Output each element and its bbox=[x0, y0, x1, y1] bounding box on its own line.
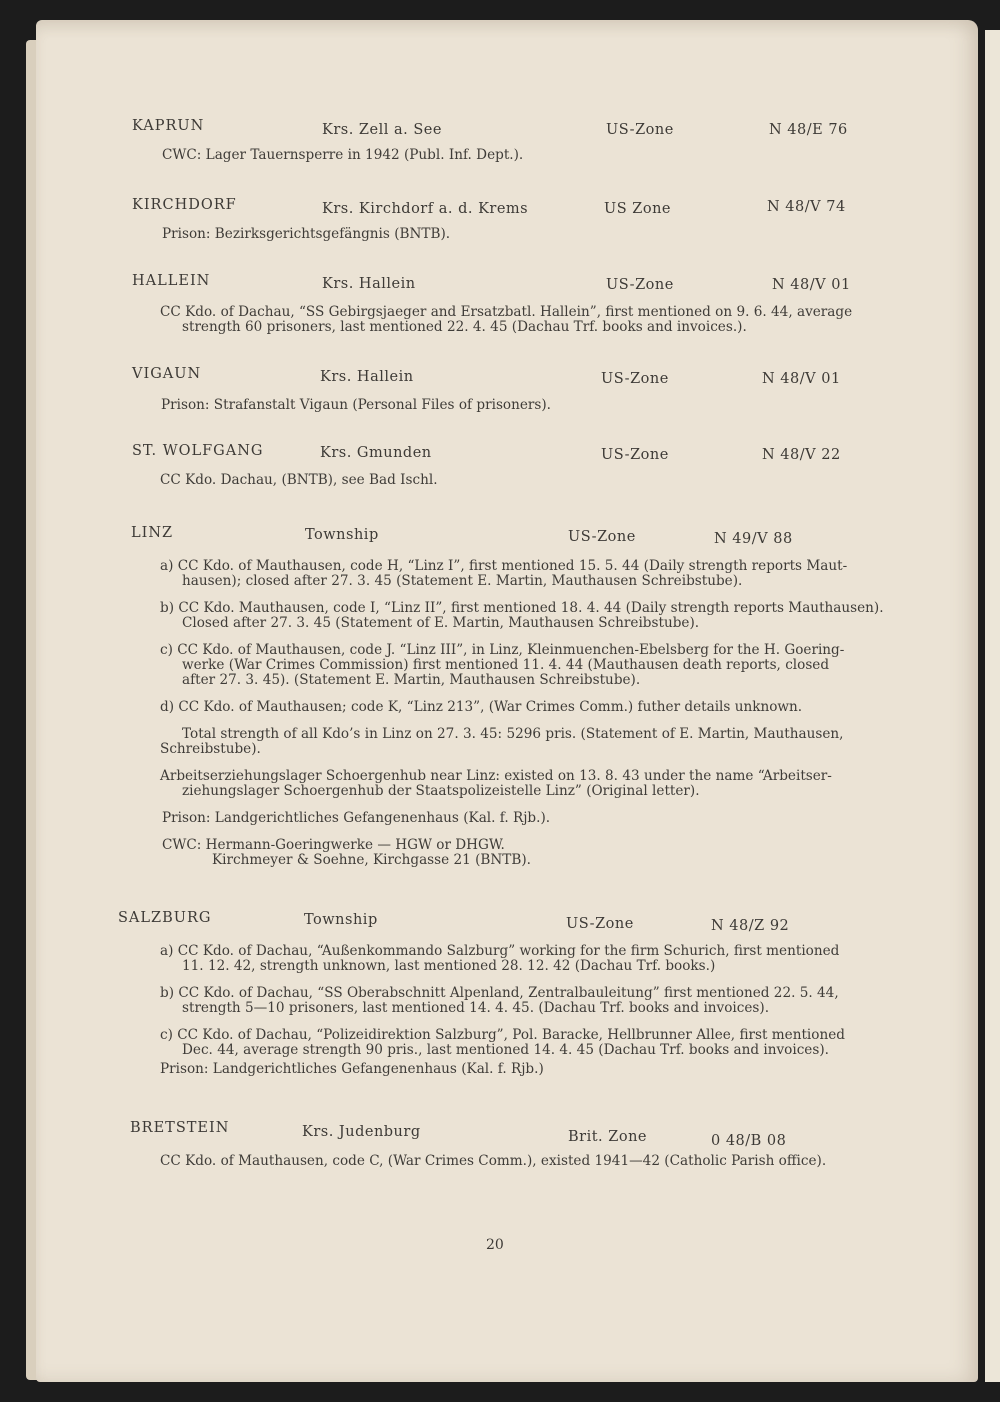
map-code: N 48/Z 92 bbox=[711, 918, 790, 934]
map-code: N 48/E 76 bbox=[769, 122, 848, 138]
entry-header bbox=[36, 443, 978, 465]
text-line: b) CC Kdo. of Dachau, “SS Oberabschnitt Alpenland, Zentralbauleitung” first mentioned 22. 5. 44, bbox=[160, 985, 839, 1001]
place-name: KIRCHDORF bbox=[132, 197, 237, 213]
zone: US Zone bbox=[604, 201, 671, 217]
linz-prison bbox=[162, 811, 1000, 826]
entry-header bbox=[36, 273, 978, 295]
text-line: Schreibstube). bbox=[160, 741, 261, 757]
district: Krs. Kirchdorf a. d. Krems bbox=[322, 201, 529, 217]
place-name: KAPRUN bbox=[132, 118, 205, 134]
entry-header bbox=[36, 197, 978, 219]
text-line: c) CC Kdo. of Mauthausen, code J. “Linz III”, in Linz, Kleinmuenchen-Ebelsberg for the H. Goering- bbox=[160, 642, 845, 658]
entry-text bbox=[162, 227, 1000, 242]
salzburg-item-a bbox=[160, 944, 1000, 974]
entry-header bbox=[36, 1120, 978, 1149]
district: Krs. Zell a. See bbox=[322, 122, 442, 138]
map-code: N 48/V 74 bbox=[767, 199, 846, 215]
text-line: Prison: Bezirksgerichtsgefängnis (BNTB). bbox=[162, 226, 451, 242]
text-line: 11. 12. 42, strength unknown, last mentioned 28. 12. 42 (Dachau Trf. books.) bbox=[182, 958, 716, 974]
entry-header bbox=[36, 118, 978, 140]
text-line: CC Kdo. Dachau, (BNTB), see Bad Ischl. bbox=[160, 472, 438, 488]
place-name: BRETSTEIN bbox=[130, 1120, 230, 1136]
entry-text bbox=[160, 473, 1000, 488]
text-line: ziehungslager Schoergenhub der Staatspolizeistelle Linz” (Original letter). bbox=[182, 783, 700, 799]
page-number: 20 bbox=[486, 1237, 504, 1253]
text-line: strength 5—10 prisoners, last mentioned 14. 4. 45. (Dachau Trf. books and invoices). bbox=[182, 1000, 770, 1016]
next-page-edge bbox=[985, 30, 1000, 1382]
entry-vigaun bbox=[36, 366, 978, 413]
entry-text bbox=[160, 305, 1000, 335]
text-line: CC Kdo. of Mauthausen, code C, (War Crimes Comm.), existed 1941—42 (Catholic Parish office). bbox=[160, 1153, 827, 1169]
text-line: a) CC Kdo. of Dachau, “Außenkommando Salzburg” working for the firm Schurich, first mentioned bbox=[160, 943, 840, 959]
text-line: Dec. 44, average strength 90 pris., last mentioned 14. 4. 45 (Dachau Trf. books and invoices). bbox=[182, 1042, 829, 1058]
zone: US-Zone bbox=[566, 916, 634, 932]
salzburg-item-b bbox=[160, 986, 1000, 1016]
place-name: ST. WOLFGANG bbox=[132, 443, 264, 459]
map-code: N 48/V 01 bbox=[772, 277, 851, 293]
entry-kaprun bbox=[36, 118, 978, 163]
entry-header bbox=[36, 366, 978, 388]
entry-text bbox=[160, 1154, 1000, 1169]
zone: US-Zone bbox=[568, 529, 636, 545]
entry-header bbox=[36, 525, 978, 547]
place-name: SALZBURG bbox=[118, 910, 212, 926]
text-line: Prison: Landgerichtliches Gefangenenhaus (Kal. f. Rjb.). bbox=[162, 810, 551, 826]
map-code: N 49/V 88 bbox=[714, 531, 793, 547]
text-line: CC Kdo. of Dachau, “SS Gebirgsjaeger and Ersatzbatl. Hallein”, first mentioned on 9. 6. 44, average bbox=[160, 304, 853, 320]
linz-item-c bbox=[160, 643, 1000, 688]
district: Krs. Hallein bbox=[320, 369, 414, 385]
text-line: CWC: Lager Tauernsperre in 1942 (Publ. Inf. Dept.). bbox=[162, 147, 524, 163]
entry-text bbox=[161, 398, 1000, 413]
district: Krs. Hallein bbox=[322, 276, 416, 292]
map-code: N 48/V 01 bbox=[762, 371, 841, 387]
text-line: strength 60 prisoners, last mentioned 22. 4. 45 (Dachau Trf. books and invoices.). bbox=[182, 319, 747, 335]
entry-hallein bbox=[36, 273, 978, 335]
text-line: CWC: Hermann-Goeringwerke — HGW or DHGW. bbox=[162, 837, 505, 853]
text-line: after 27. 3. 45). (Statement E. Martin, Mauthausen Schreibstube). bbox=[182, 672, 641, 688]
text-line: Total strength of all Kdo’s in Linz on 27. 3. 45: 5296 pris. (Statement of E. Martin, Mauthausen, bbox=[182, 726, 844, 742]
linz-item-b bbox=[160, 601, 1000, 631]
document-page bbox=[36, 20, 978, 1382]
linz-cwc bbox=[162, 838, 1000, 868]
linz-item-d bbox=[160, 700, 1000, 715]
linz-arbeit bbox=[160, 769, 1000, 799]
text-line: d) CC Kdo. of Mauthausen; code K, “Linz 213”, (War Crimes Comm.) futher details unknown. bbox=[160, 699, 803, 715]
linz-item-a bbox=[160, 559, 1000, 589]
zone: Brit. Zone bbox=[568, 1129, 647, 1145]
place-name: VIGAUN bbox=[132, 366, 202, 382]
entry-st-wolfgang bbox=[36, 443, 978, 488]
text-line: Closed after 27. 3. 45 (Statement of E. Martin, Mauthausen Schreibstube). bbox=[182, 615, 700, 631]
text-line: hausen); closed after 27. 3. 45 (Statement E. Martin, Mauthausen Schreibstube). bbox=[182, 573, 743, 589]
entry-text bbox=[162, 148, 1000, 163]
text-line: Prison: Landgerichtliches Gefangenenhaus (Kal. f. Rjb.) bbox=[160, 1061, 544, 1077]
text-line: Prison: Strafanstalt Vigaun (Personal Files of prisoners). bbox=[161, 397, 551, 413]
entry-bretstein bbox=[36, 1120, 978, 1169]
zone: US-Zone bbox=[606, 122, 674, 138]
text-line: Kirchmeyer & Soehne, Kirchgasse 21 (BNTB). bbox=[212, 852, 531, 868]
zone: US-Zone bbox=[601, 371, 669, 387]
linz-total bbox=[160, 727, 1000, 757]
place-name: HALLEIN bbox=[132, 273, 211, 289]
map-code: N 48/V 22 bbox=[762, 447, 841, 463]
text-line: a) CC Kdo. of Mauthausen, code H, “Linz I”, first mentioned 15. 5. 44 (Daily strength reports Maut- bbox=[160, 558, 848, 574]
text-line: c) CC Kdo. of Dachau, “Polizeidirektion Salzburg”, Pol. Baracke, Hellbrunner Allee, first mentioned bbox=[160, 1027, 845, 1043]
zone: US-Zone bbox=[601, 447, 669, 463]
district: Krs. Judenburg bbox=[302, 1124, 421, 1140]
district: Township bbox=[304, 912, 378, 928]
entry-linz bbox=[36, 525, 978, 868]
text-line: Arbeitserziehungslager Schoergenhub near Linz: existed on 13. 8. 43 under the name “Arbeitser- bbox=[160, 768, 832, 784]
entry-salzburg bbox=[36, 910, 978, 1077]
entry-kirchdorf bbox=[36, 197, 978, 242]
zone: US-Zone bbox=[606, 277, 674, 293]
map-code: 0 48/B 08 bbox=[711, 1133, 787, 1149]
salzburg-item-c bbox=[160, 1028, 1000, 1058]
district: Krs. Gmunden bbox=[320, 445, 432, 461]
district: Township bbox=[305, 527, 379, 543]
text-line: werke (War Crimes Commission) first mentioned 11. 4. 44 (Mauthausen death reports, closed bbox=[182, 657, 830, 673]
text-line: b) CC Kdo. Mauthausen, code I, “Linz II”, first mentioned 18. 4. 44 (Daily strength reports Mauthausen). bbox=[160, 600, 884, 616]
place-name: LINZ bbox=[131, 525, 174, 541]
salzburg-prison bbox=[160, 1062, 1000, 1077]
entry-header bbox=[36, 910, 978, 932]
